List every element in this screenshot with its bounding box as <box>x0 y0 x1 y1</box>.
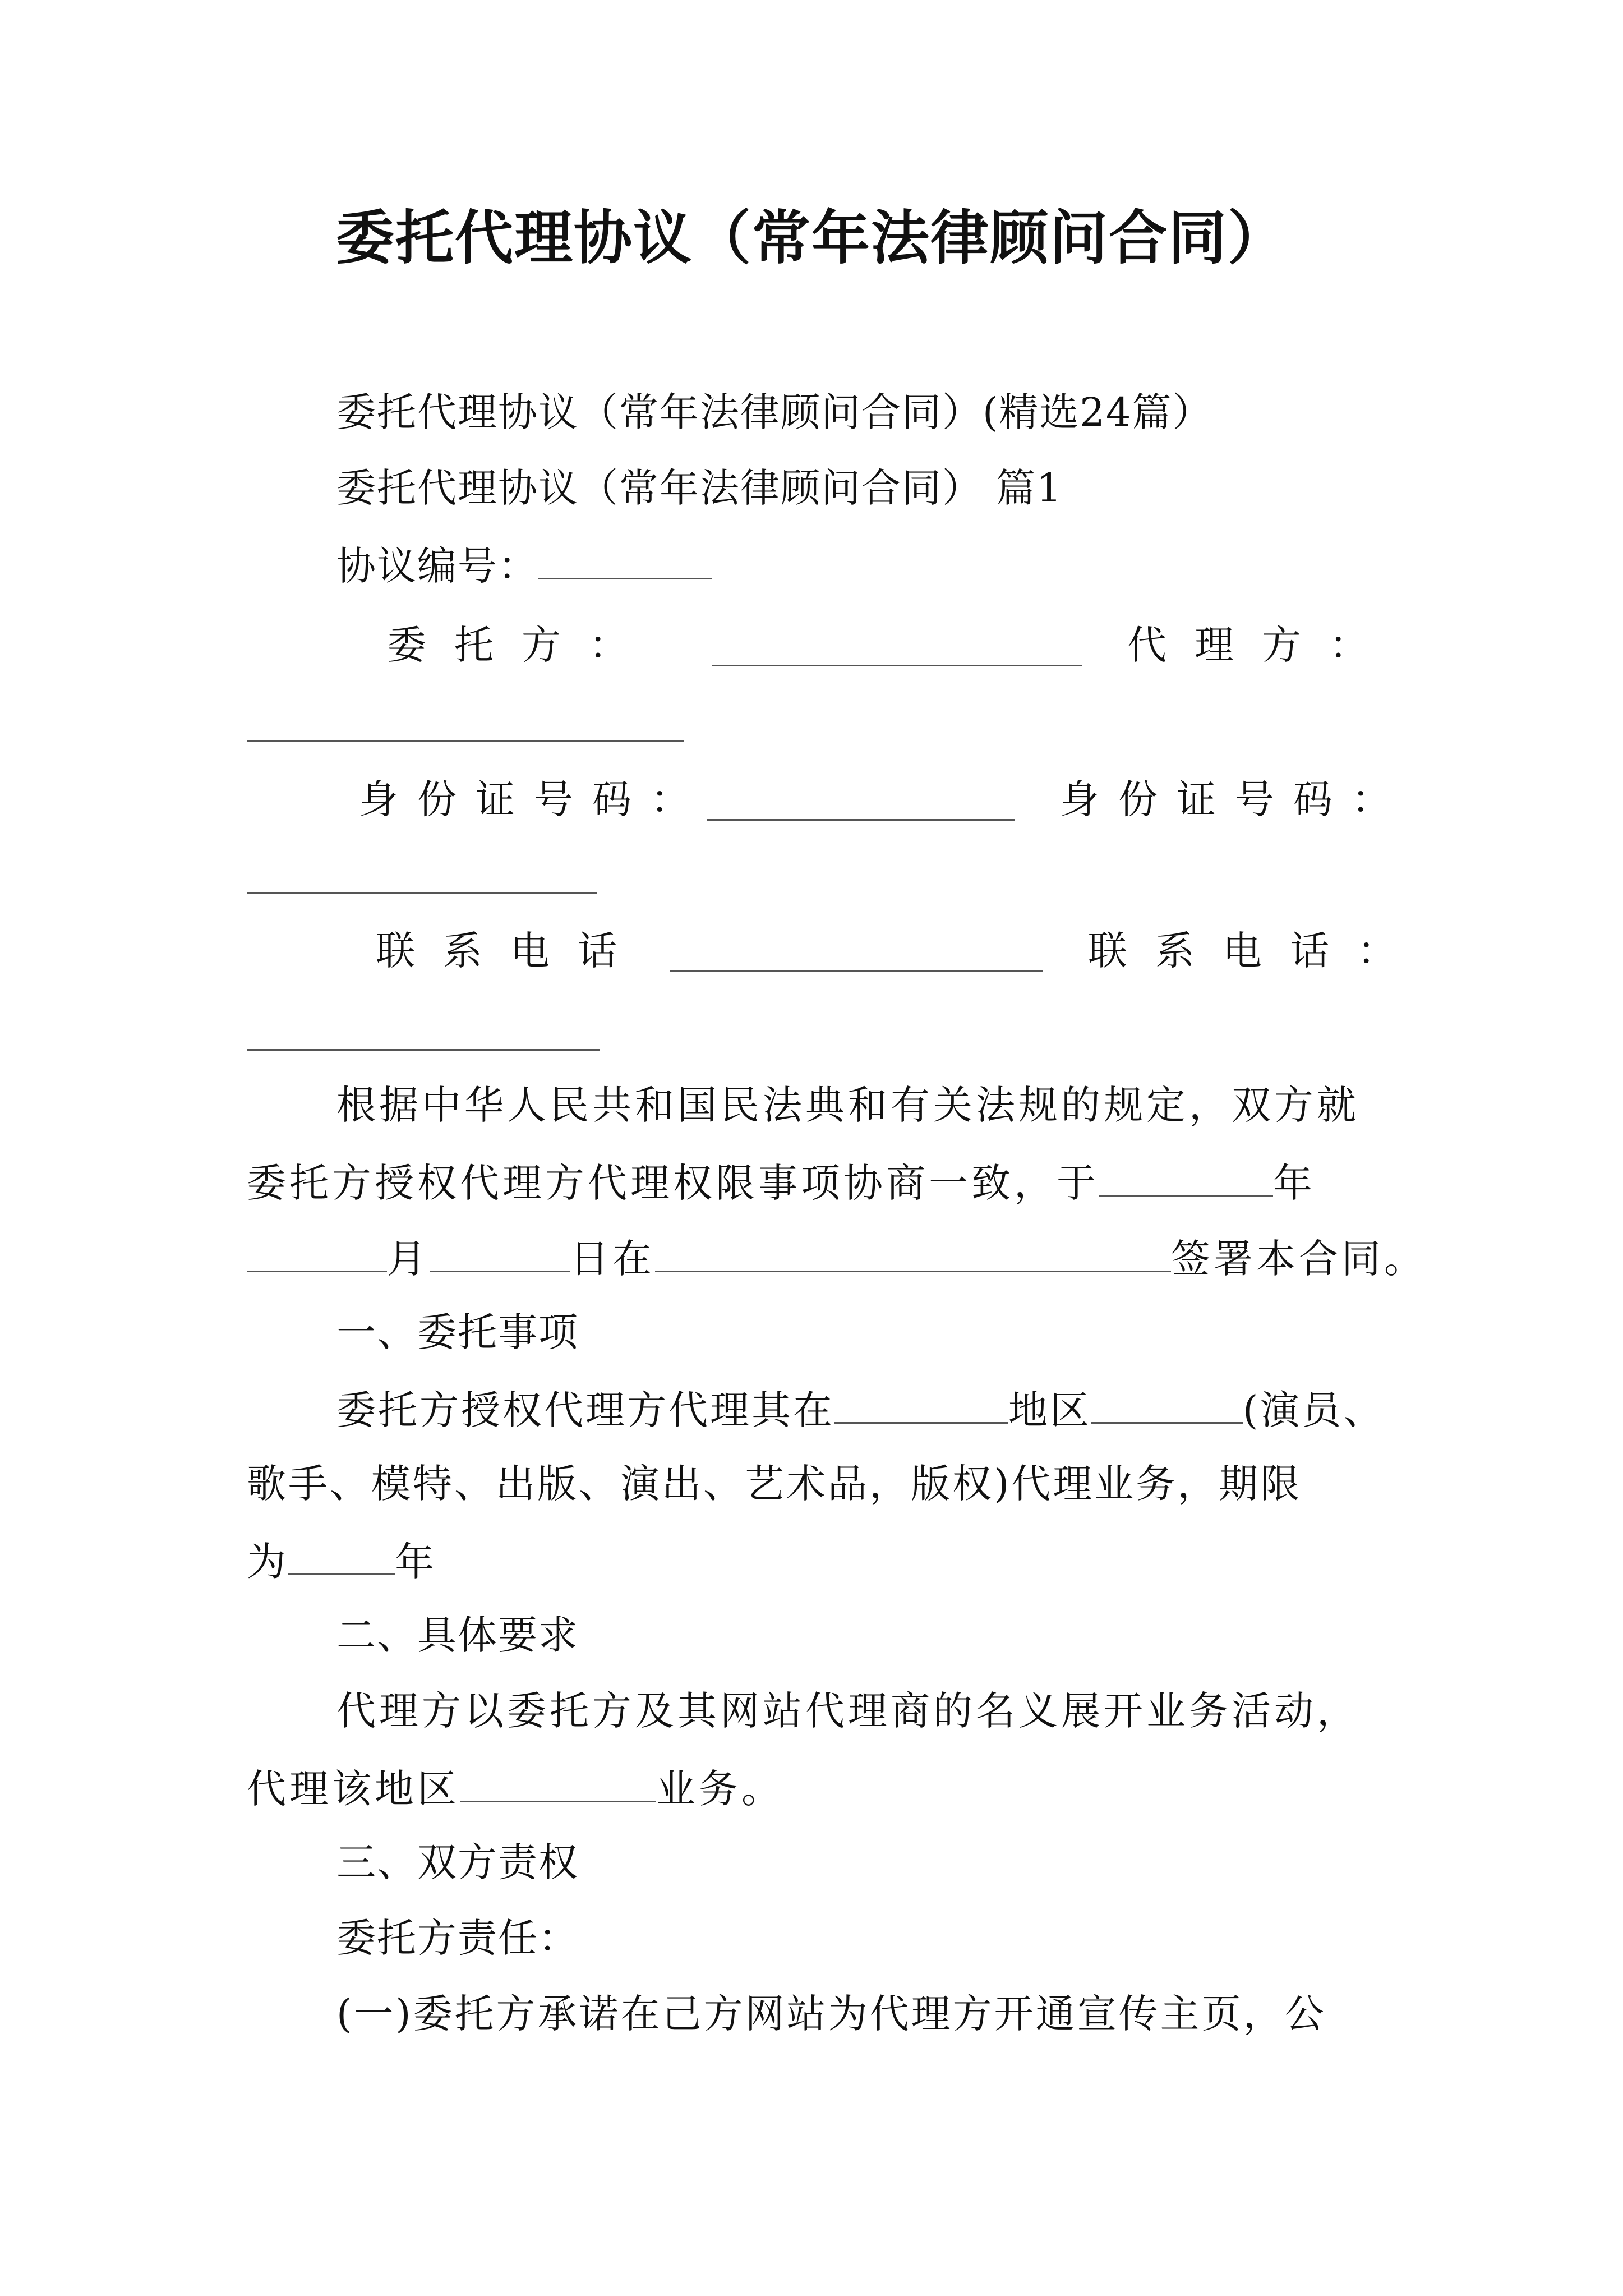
id-label-a: 身份证号码： <box>359 776 709 822</box>
para3-line2 <box>247 1761 784 1814</box>
year-label: 年 <box>1273 1160 1316 1206</box>
party-b-blank <box>247 740 684 742</box>
day-blank <box>430 1231 570 1272</box>
para1-line1: 根据中华人民共和国民法典和有关法规的规定，双方就 <box>336 1082 1359 1128</box>
para1-line3 <box>247 1231 1427 1284</box>
para4-line1: (一)委托方承诺在己方网站为代理方开通宣传主页，公 <box>336 1991 1326 2037</box>
business-suffix: 业务。 <box>656 1766 784 1812</box>
subtitle: 委托代理协议（常年法律顾问合同）(精选24篇） <box>336 389 1213 435</box>
party-b-label: 代理方： <box>1127 622 1396 668</box>
month-label: 月 <box>387 1236 430 1282</box>
phone-a-blank <box>670 970 1043 972</box>
para1-line2 <box>247 1156 1316 1208</box>
agreement-number-label: 协议编号： <box>336 543 538 589</box>
agreement-number-row <box>336 539 712 591</box>
business-type-blank <box>1091 1383 1243 1424</box>
region-blank <box>834 1383 1008 1424</box>
para3-line2-text: 代理该地区 <box>247 1766 460 1812</box>
heading-2: 二、具体要求 <box>336 1612 579 1658</box>
year-blank <box>1099 1156 1273 1197</box>
para2-line1-text: 委托方授权代理方代理其在 <box>336 1387 834 1433</box>
phone-label-a: 联系电话 <box>376 928 645 974</box>
agreement-number-blank <box>538 539 712 579</box>
party-a-label: 委托方： <box>387 622 656 668</box>
document-title: 委托代理协议（常年法律顾问合同） <box>335 203 1287 272</box>
section-heading: 委托代理协议（常年法律顾问合同） 篇1 <box>336 465 1063 511</box>
phone-label-b: 联系电话： <box>1088 928 1424 974</box>
id-b-blank <box>247 892 597 894</box>
id-label-b: 身份证号码： <box>1060 776 1410 822</box>
place-blank <box>655 1231 1171 1272</box>
heading-3: 三、双方责权 <box>336 1839 579 1885</box>
party-a-blank <box>712 665 1082 666</box>
term-suffix: 年 <box>395 1539 436 1585</box>
sign-text: 签署本合同。 <box>1171 1236 1427 1282</box>
month-blank <box>247 1231 387 1272</box>
heading-4: 委托方责任： <box>336 1915 579 1961</box>
para2-line1 <box>336 1383 1385 1435</box>
phone-b-blank <box>247 1049 600 1051</box>
para2-line2: 歌手、模特、出版、演出、艺术品，版权)代理业务，期限 <box>247 1461 1302 1507</box>
para1-line2-text: 委托方授权代理方代理权限事项协商一致，于 <box>247 1160 1099 1206</box>
para3-line1: 代理方以委托方及其网站代理商的名义展开业务活动， <box>336 1688 1359 1734</box>
business-types: (演员、 <box>1243 1387 1385 1433</box>
term-prefix: 为 <box>247 1539 288 1585</box>
day-label: 日在 <box>570 1236 655 1282</box>
region-label: 地区 <box>1008 1387 1091 1433</box>
id-a-blank <box>707 819 1015 821</box>
para2-line3 <box>247 1534 436 1587</box>
heading-1: 一、委托事项 <box>336 1309 579 1355</box>
agency-business-blank <box>460 1761 656 1802</box>
term-blank <box>288 1534 395 1575</box>
